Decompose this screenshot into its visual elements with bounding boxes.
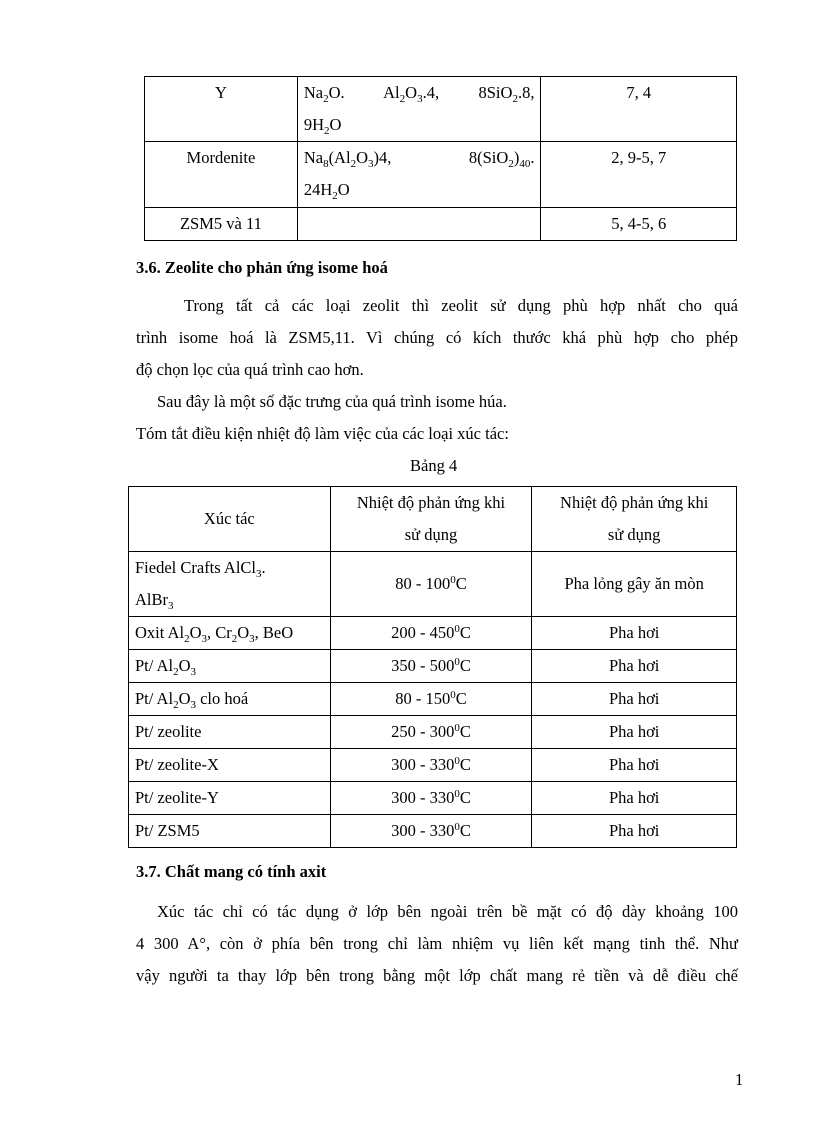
phase-cell: Pha hơi [532, 683, 737, 716]
temperature-cell: $250 - 300^0C$ [330, 716, 532, 749]
temperature-cell: $80 - 100^0C$ [330, 552, 532, 617]
page-number: 1 [735, 1070, 744, 1089]
zeolite-formula [297, 208, 541, 241]
phase-cell: Pha hơi [532, 617, 737, 650]
zeolite-table [144, 76, 737, 241]
table-row [145, 142, 737, 208]
zeolite-formula: $Na_2O$. $Al_2O_3.4$, 8SiO$_2$.8, $9H_2O$ [297, 77, 541, 142]
table-row [129, 552, 737, 617]
temperature-cell: $300 - 330^0C$ [330, 815, 532, 848]
pore-size: 5, 4-5, 6 [541, 208, 737, 241]
paragraph-line: Tóm tắt điều kiện nhiệt độ làm việc của các loại xúc tác: [136, 424, 509, 443]
temperature-cell: $300 - 330^0C$ [330, 749, 532, 782]
section-heading: 3.7. Chất mang có tính axit [136, 862, 327, 881]
catalyst-cell: Oxit $Al_2O_3$, $Cr_2O_3$, BeO [129, 617, 331, 650]
table-row [129, 749, 737, 782]
paragraph-line: 4 300 A°, còn ở phía bên trong chỉ làm nhiệm vụ liên kết mạng tinh thể. Như [136, 934, 738, 953]
temperature-cell: $200 - 450^0C$ [330, 617, 532, 650]
phase-cell: Pha hơi [532, 749, 737, 782]
zeolite-name: ZSM5 và 11 [145, 208, 298, 241]
paragraph-line: độ chọn lọc của quá trình cao hơn. [136, 360, 364, 379]
table-row [129, 782, 737, 815]
paragraph-line: Xúc tác chỉ có tác dụng ở lớp bên ngoài trên bề mặt có độ dày khoảng 100 [157, 902, 738, 921]
catalyst-cell: Pt/ zeolite-X [129, 749, 331, 782]
header-catalyst: Xúc tác [129, 487, 331, 552]
catalyst-cell: Fiedel Crafts AlCl$_3$. AlBr$_3$ [129, 552, 331, 617]
table-row [129, 683, 737, 716]
phase-cell: Pha hơi [532, 650, 737, 683]
header-temperature: Nhiệt độ phản ứng khi sử dụng [330, 487, 532, 552]
table-row [129, 650, 737, 683]
catalyst-cell: Pt/ $Al_2O_3$ [129, 650, 331, 683]
pore-size: 2, 9-5, 7 [541, 142, 737, 208]
temperature-cell: $300 - 330^0C$ [330, 782, 532, 815]
paragraph-line: trình isome hoá là ZSM5,11. Vì chúng có kích thước khá phù hợp cho phép [136, 328, 738, 347]
table-row [145, 77, 737, 142]
catalyst-cell: Pt/ ZSM5 [129, 815, 331, 848]
table-row [129, 617, 737, 650]
paragraph-line: Trong tất cả các loại zeolit thì zeolit sử dụng phù hợp nhất cho quá [184, 296, 738, 315]
zeolite-name: Y [145, 77, 298, 142]
catalyst-cell: Pt/ zeolite-Y [129, 782, 331, 815]
phase-cell: Pha hơi [532, 716, 737, 749]
phase-cell: Pha lỏng gây ăn mòn [532, 552, 737, 617]
section-heading: 3.6. Zeolite cho phản ứng isome hoá [136, 258, 388, 277]
table-row [129, 716, 737, 749]
header-phase: Nhiệt độ phản ứng khi sử dụng [532, 487, 737, 552]
phase-cell: Pha hơi [532, 782, 737, 815]
table-header-row [129, 487, 737, 552]
pore-size: 7, 4 [541, 77, 737, 142]
table-row [129, 815, 737, 848]
temperature-cell: $350 - 500^0C$ [330, 650, 532, 683]
zeolite-formula: $Na_8(Al_2O_3)4$, $8(SiO_2)_{40}$. $24H_2O$ [297, 142, 541, 208]
table-row [145, 208, 737, 241]
zeolite-name: Mordenite [145, 142, 298, 208]
table-caption: Bảng 4 [410, 456, 458, 475]
catalyst-cell: Pt/ $Al_2O_3$ clo hoá [129, 683, 331, 716]
catalyst-cell: Pt/ zeolite [129, 716, 331, 749]
catalyst-table [128, 486, 737, 848]
paragraph-line: vậy người ta thay lớp bên trong bằng một lớp chất mang rẻ tiền và dễ điều chế [136, 966, 738, 985]
phase-cell: Pha hơi [532, 815, 737, 848]
paragraph-line: Sau đây là một số đặc trưng của quá trình isome húa. [157, 392, 507, 411]
temperature-cell: $80 - 150^0C$ [330, 683, 532, 716]
